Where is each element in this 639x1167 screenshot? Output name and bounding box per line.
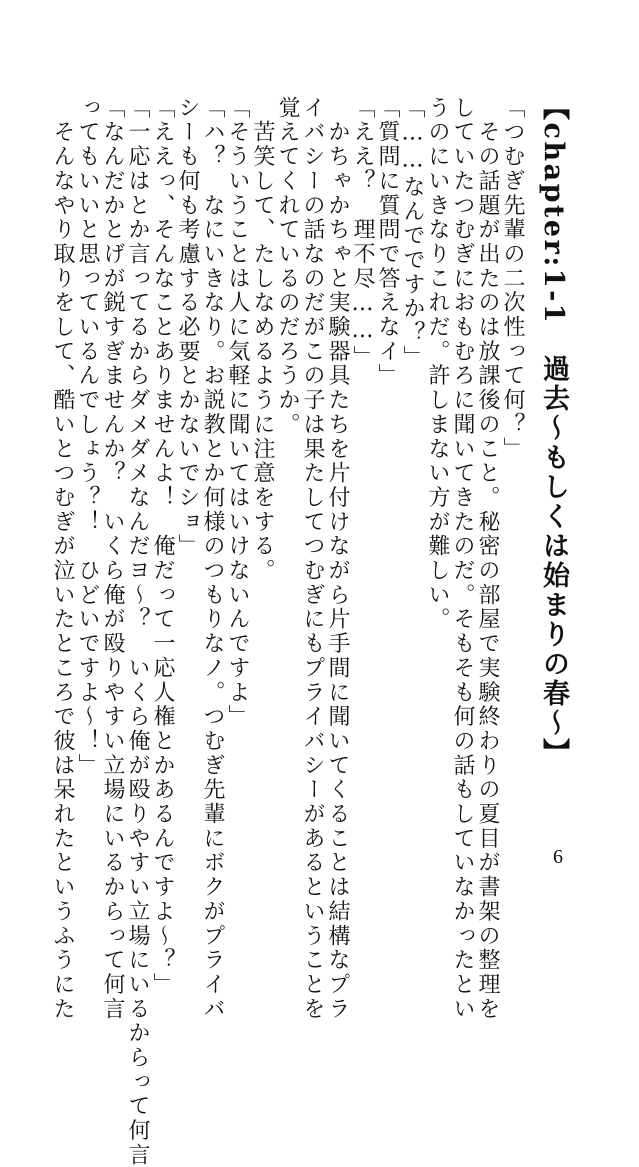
body-line-8: かちゃかちゃと実験器具たちを片付けながら片手間に聞いてくることは結構なプラ	[325, 96, 350, 1022]
body-line-6: 「質問に質問で答えなイ」	[375, 96, 400, 389]
body-line-9: イバシーの話なのだがこの子は果たしてつむぎにもプライバシーがあるということを	[300, 96, 325, 1022]
body-line-12: 「そういうことは人に気軽に聞いてはいけないんですよ」	[225, 96, 250, 730]
body-line-16: 「一応はとか言ってるからダメダメなんだヨ〜？ いくら俺が殴りやすい立場にいるからって何言	[125, 96, 150, 1167]
chapter-title: 【chapter:1-1 過去〜もしくは始まりの春〜】	[538, 93, 569, 768]
body-line-4: うのにいきなりこれだ。許しまない方が難しい。	[425, 96, 450, 632]
body-line-18: ってもいいと思っているんでしょう？！ ひどいですよ〜！」	[75, 96, 100, 778]
body-line-7: 「ええ？ 理不尽……」	[350, 96, 375, 370]
page-number: 6	[553, 846, 563, 868]
body-line-5: 「……なんでですか？」	[400, 96, 425, 370]
body-line-2: その話題が出たのは放課後のこと。秘密の部屋で実験終わりの夏目が書架の整理を	[475, 96, 500, 1022]
body-line-3: していたつむぎにおもむろに聞いてきたのだ。そもそも何の話もしていなかったとい	[450, 96, 475, 1022]
body-line-17: 「なんだかとげが鋭すぎませんか？ いくら俺が殴りやすい立場にいるからって何言	[100, 96, 125, 1022]
body-line-10: 覚えてくれているのだろうか。	[275, 96, 300, 437]
body-line-19: そんなやり取りをして、酷いとつむぎが泣いたところで彼は呆れたというふうにた	[50, 96, 75, 1022]
body-line-14: シーも何も考慮する必要とかないでショ」	[175, 96, 200, 559]
body-line-1: 「つむぎ先輩の二次性って何？」	[500, 96, 525, 462]
body-line-15: 「ええっ、そんなことありませんよ！ 俺だって一応人権とかあるんですよ〜？」	[150, 96, 175, 997]
body-line-13: 「ハ？ なにいきなり。お説教とか何様のつもりなノ。つむぎ先輩にボクがプライバ	[200, 96, 225, 1022]
body-line-11: 苦笑して、たしなめるように注意をする。	[250, 96, 275, 583]
